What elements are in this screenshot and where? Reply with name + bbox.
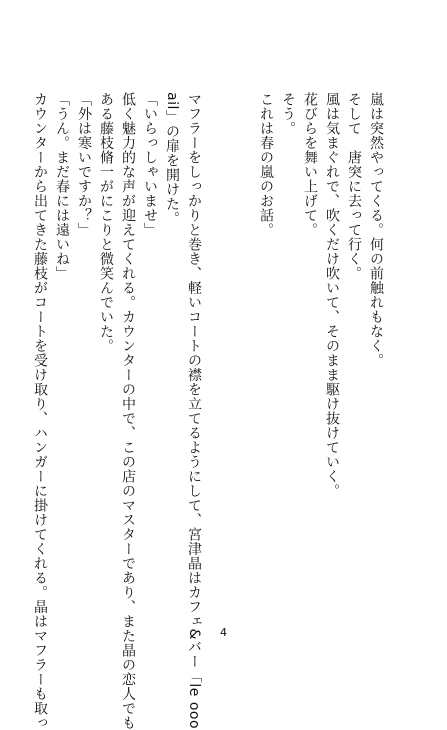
- text-line: 風は気まぐれで、吹くだけ吹いて、そのまま駆け抜けていく。: [324, 92, 340, 498]
- paragraph-gap: [205, 92, 255, 632]
- text-line: マフラーをしっかりと巻き、軽いコートの襟を立てるようにして、宮津晶はカフェ&バー「le ooo: [186, 92, 202, 730]
- text-line: カウンターから出てきた藤枝がコートを受け取り、ハンガーに掛けてくれる。晶はマフラーも取っ: [32, 92, 48, 730]
- text-line: ail」の扉を開けた。: [164, 92, 180, 226]
- text-line: 低く魅力的な声が迎えてくれる。カウンターの中で、この店のマスターであり、また晶の恋人でも: [120, 92, 136, 730]
- text-line: 「外は寒いですか？」: [76, 92, 92, 237]
- text-line: そして 唐突に去って行く。: [346, 92, 362, 281]
- text-line: これは春の嵐のお話。: [258, 92, 274, 237]
- text-line: 嵐は突然やってくる。何の前触れもなく。: [368, 92, 384, 368]
- text-line: 「うん。まだ春には遠いね」: [54, 92, 70, 281]
- vertical-text-block: [29, 92, 387, 730]
- text-line: ある藤枝脩一がにこりと微笑んでいた。: [98, 92, 114, 353]
- text-line: そう。: [280, 92, 296, 136]
- text-line: 花びらを舞い上げて。: [302, 92, 318, 237]
- page-number: 4: [220, 626, 227, 639]
- text-line: 「いらっしゃいませ」: [142, 92, 158, 237]
